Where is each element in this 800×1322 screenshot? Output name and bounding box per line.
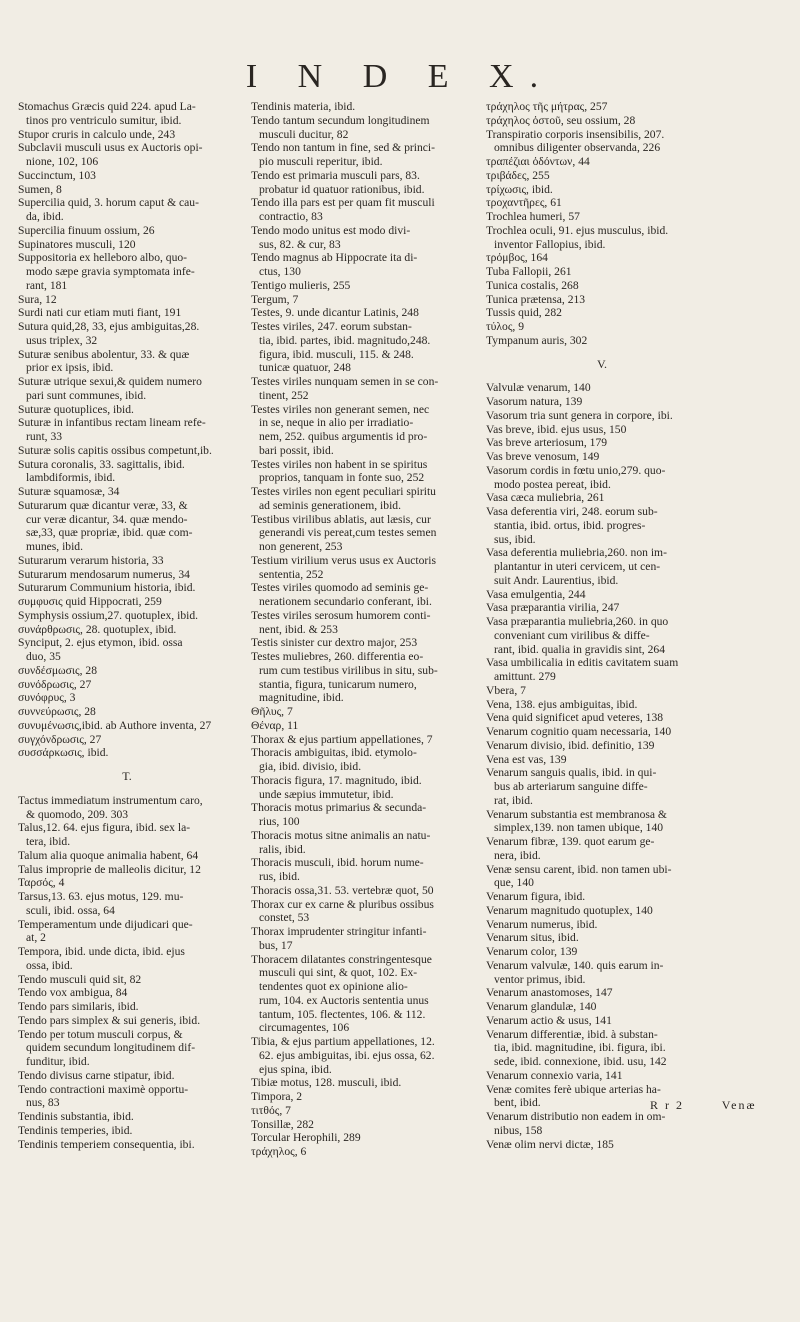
index-entry: Tibia, & ejus partium appellationes, 12. <box>251 1035 435 1048</box>
index-entry: Venarum connexio varia, 141 <box>486 1068 623 1082</box>
section-letter: V. <box>596 356 608 371</box>
index-entry: circumagentes, 106 <box>259 1021 350 1035</box>
index-entry: rius, 100 <box>259 815 300 828</box>
index-entry: Testes viriles, 247. eorum substan- <box>251 320 412 333</box>
index-entry: Vasa cæca muliebria, 261 <box>486 491 605 505</box>
index-entry: Suturarum quæ dicantur veræ, 33, & <box>18 498 188 512</box>
index-entry: τρόμβος, 164 <box>486 251 548 265</box>
index-entry: Suturarum mendosarum numerus, 34 <box>18 567 190 581</box>
index-entry: Torcular Herophili, 289 <box>251 1131 361 1145</box>
index-entry: Thorax imprudenter stringitur infanti- <box>251 925 427 938</box>
index-entry: pio musculi reperitur, ibid. <box>259 155 383 168</box>
index-entry: Tendo est primaria musculi pars, 83. <box>251 168 420 182</box>
index-entry: inventor Fallopius, ibid. <box>494 237 606 251</box>
index-entry: Thoracis figura, 17. magnitudo, ibid. <box>251 773 422 787</box>
index-entry: magnitudine, ibid. <box>259 691 344 705</box>
index-entry: Tendinis substantia, ibid. <box>18 1110 134 1123</box>
index-entry: Sutura coronalis, 33. sagittalis, ibid. <box>18 457 185 471</box>
index-entry: Tarsus,13. 63. ejus motus, 129. mu- <box>18 890 184 903</box>
index-entry: Trochlea humeri, 57 <box>486 210 580 223</box>
index-entry: Vena quid significet apud veteres, 138 <box>486 711 664 725</box>
index-entry: tinos pro ventriculo sumitur, ibid. <box>26 113 182 127</box>
index-entry: συσσάρκωσις, ibid. <box>18 746 109 760</box>
index-entry: sententia, 252 <box>259 567 324 581</box>
index-entry: Venarum figura, ibid. <box>486 890 586 903</box>
index-entry: Vasa emulgentia, 244 <box>486 587 586 601</box>
index-entry: nerationem secundario conferant, ibi. <box>259 595 432 608</box>
index-entry: Vena, 138. ejus ambiguitas, ibid. <box>486 697 638 711</box>
index-entry: Testes viriles serosum humorem conti- <box>251 608 431 622</box>
index-entry: 62. ejus ambiguitas, ibi. ejus ossa, 62. <box>259 1048 435 1062</box>
index-entry: τιτθός, 7 <box>251 1103 291 1117</box>
index-column-3 <box>486 100 718 1151</box>
index-entry: Thoracis motus sitne animalis an natu- <box>251 828 431 842</box>
index-entry: Vasa præparantia muliebria,260. in quo <box>486 615 669 628</box>
index-entry: Vas breve venosum, 149 <box>486 450 600 463</box>
index-entry: contractio, 83 <box>259 210 323 223</box>
index-entry: rum cum testibus virilibus in situ, sub- <box>259 663 438 677</box>
index-entry: Venæ sensu carent, ibid. non tamen ubi- <box>486 862 672 876</box>
index-entry: gia, ibid. divisio, ibid. <box>259 760 362 773</box>
index-entry: bus, 17 <box>259 938 293 952</box>
index-entry: συννεύρωσις, 28 <box>18 705 96 718</box>
index-entry: lambdiformis, ibid. <box>26 471 116 485</box>
index-entry: Sutura quid,28, 33, ejus ambiguitas,28. <box>18 320 200 333</box>
index-entry: συνδέσμωσις, 28 <box>18 663 98 677</box>
index-entry: ejus spina, ibid. <box>259 1062 332 1076</box>
index-entry: Sura, 12 <box>18 292 57 306</box>
index-entry: Tendo divisus carne stipatur, ibid. <box>18 1068 175 1082</box>
index-entry: at, 2 <box>26 931 46 945</box>
index-entry: Suturæ in infantibus rectam lineam refe- <box>18 416 206 430</box>
index-entry: Venarum glandulæ, 140 <box>486 1000 597 1013</box>
index-entry: Venarum actio & usus, 141 <box>486 1013 612 1027</box>
index-entry: Thorax & ejus partium appellationes, 7 <box>251 732 433 746</box>
index-entry: Venarum differentiæ, ibid. à substan- <box>486 1027 658 1041</box>
index-entry: nem, 252. quibus argumentis id pro- <box>259 430 428 443</box>
index-entry: funditur, ibid. <box>26 1055 90 1068</box>
index-entry: Suturæ squamosæ, 34 <box>18 485 120 498</box>
index-entry: τραπέζιαι ὀδόντων, 44 <box>486 155 590 168</box>
index-entry: bent, ibid. <box>494 1096 541 1110</box>
index-entry: Thoracem dilatantes constringentesque <box>251 952 432 966</box>
index-entry: tinent, 252 <box>259 388 309 402</box>
index-entry: Talus,12. 64. ejus figura, ibid. sex la- <box>18 821 191 835</box>
index-entry: τροχαντῆρες, 61 <box>486 196 562 210</box>
index-entry: ralis, ibid. <box>259 842 306 856</box>
section-letter: T. <box>122 769 132 783</box>
index-entry: runt, 33 <box>26 430 63 443</box>
index-entry: Tendo pars simplex & sui generis, ibid. <box>18 1013 201 1027</box>
index-entry: tia, ibid. magnitudine, ibi. figura, ibi. <box>494 1041 666 1055</box>
index-entry: Venarum fibræ, 139. quot earum ge- <box>486 835 655 848</box>
index-entry: amittunt. 279 <box>494 670 556 683</box>
index-entry: Vasorum tria sunt genera in corpore, ibi. <box>486 408 673 422</box>
index-entry: sus, 82. & cur, 83 <box>259 237 341 251</box>
index-entry: Testibus virilibus ablatis, aut læsis, cur <box>251 512 431 526</box>
index-entry: bari possit, ibid. <box>259 443 334 457</box>
index-entry: Tympanum auris, 302 <box>486 333 588 347</box>
signature-mark: R r 2 <box>650 1098 684 1112</box>
index-entry: Tendinis temperiem consequentia, ibi. <box>18 1137 195 1151</box>
index-entry: Vasa umbilicalia in editis cavitatem suam <box>486 656 679 670</box>
index-entry: simplex,139. non tamen ubique, 140 <box>494 821 664 835</box>
index-entry: figura, ibid. musculi, 115. & 248. <box>259 347 414 361</box>
index-entry: Testes viriles non generant semen, nec <box>251 402 430 416</box>
index-entry: ossa, ibid. <box>26 958 73 972</box>
index-entry: Stomachus Græcis quid 224. apud La- <box>18 100 196 113</box>
index-entry: modo postea pereat, ibid. <box>494 477 611 491</box>
index-entry: stantia, ibid. ortus, ibid. progres- <box>494 518 646 532</box>
index-entry: Venarum substantia est membranosa & <box>486 807 667 821</box>
index-column-2 <box>251 100 476 1159</box>
index-entry: Venarum anastomoses, 147 <box>486 986 613 1000</box>
index-entry: Supercilia quid, 3. horum caput & cau- <box>18 196 199 210</box>
index-entry: Vasa deferentia muliebria,260. non im- <box>486 546 667 560</box>
index-entry: munes, ibid. <box>26 540 84 553</box>
index-entry: omnibus diligenter observanda, 226 <box>494 141 661 155</box>
index-entry: Surdi nati cur etiam muti fiant, 191 <box>18 306 182 320</box>
index-entry: suit Andr. Laurentius, ibid. <box>494 573 619 587</box>
index-entry: prior ex ipsis, ibid. <box>26 361 114 375</box>
index-entry: Venarum magnitudo quotuplex, 140 <box>486 903 653 917</box>
index-entry: constet, 53 <box>259 911 310 925</box>
index-entry: tunicæ quatuor, 248 <box>259 361 351 375</box>
index-entry: nent, ibid. & 253 <box>259 622 338 636</box>
index-entry: Transpiratio corporis insensibilis, 207. <box>486 127 665 141</box>
index-entry: nus, 83 <box>26 1096 60 1110</box>
index-entry: Testes, 9. unde dicantur Latinis, 248 <box>251 306 419 320</box>
index-entry: Synciput, 2. ejus etymon, ibid. ossa <box>18 636 183 650</box>
index-entry: quidem secundum longitudinem dif- <box>26 1041 196 1055</box>
index-entry: non generent, 253 <box>259 540 343 553</box>
index-entry: Tendo tantum secundum longitudinem <box>251 113 430 127</box>
index-entry: Tendo pars similaris, ibid. <box>18 1000 139 1013</box>
index-entry: probatur id quatuor rationibus, ibid. <box>259 182 425 196</box>
index-entry: Talus improprie de malleolis dicitur, 12 <box>18 862 201 876</box>
index-entry: συνυμένωσις,ibid. ab Authore inventa, 27 <box>18 718 212 732</box>
index-entry: Tunica costalis, 268 <box>486 278 579 292</box>
index-entry: pari sunt communes, ibid. <box>26 388 147 402</box>
index-entry: Vbera, 7 <box>486 683 526 697</box>
index-entry: rus, ibid. <box>259 870 300 883</box>
index-entry: Tendo modo unitus est modo divi- <box>251 223 411 237</box>
index-entry: Vas breve arteriosum, 179 <box>486 436 608 450</box>
index-entry: Testes muliebres, 260. differentia eo- <box>251 650 424 663</box>
index-entry: bus ab arteriarum sanguine diffe- <box>494 780 648 793</box>
index-entry: Ταρσός, 4 <box>18 876 65 890</box>
index-entry: Supercilia finuum ossium, 26 <box>18 223 155 237</box>
index-entry: Tendo illa pars est per quam fit musculi <box>251 196 435 210</box>
index-entry: Venarum color, 139 <box>486 945 578 958</box>
index-entry: nibus, 158 <box>494 1123 543 1137</box>
index-entry: sæ,33, quæ propriæ, ibid. quæ com- <box>26 526 193 540</box>
index-entry: duo, 35 <box>26 650 61 663</box>
index-entry: tantum, 105. flectentes, 106. & 112. <box>259 1007 426 1021</box>
index-entry: Thoracis ambiguitas, ibid. etymolo- <box>251 746 417 760</box>
index-entry: musculi qui sint, & quot, 102. Ex- <box>259 966 418 980</box>
index-entry: Tentigo mulieris, 255 <box>251 278 351 292</box>
index-entry: plantantur in uteri cervicem, ut cen- <box>494 560 661 573</box>
index-entry: Tendo vox ambigua, 84 <box>18 986 128 1000</box>
index-entry: Testium virilium verus usus ex Auctoris <box>251 553 436 567</box>
index-entry: proprios, tanquam in fonte suo, 252 <box>259 471 425 485</box>
index-entry: Venarum distributio non eadem in om- <box>486 1110 666 1123</box>
index-entry: ventor primus, ibid. <box>494 972 586 986</box>
index-entry: Suturæ quotuplices, ibid. <box>18 402 134 416</box>
index-entry: usus triplex, 32 <box>26 333 98 347</box>
index-entry: Tendinis temperies, ibid. <box>18 1123 133 1137</box>
index-entry: Vasorum cordis in fœtu unio,279. quo- <box>486 463 666 477</box>
index-entry: Venarum numerus, ibid. <box>486 917 598 931</box>
index-entry: Testis sinister cur dextro major, 253 <box>251 636 418 650</box>
index-entry: nione, 102, 106 <box>26 155 99 168</box>
signature-and-catchword <box>650 1098 756 1113</box>
index-entry: Testes viriles non habent in se spiritus <box>251 457 428 471</box>
index-entry: τράχηλος, 6 <box>251 1145 307 1158</box>
index-entry: Thoracis motus primarius & secunda- <box>251 801 427 815</box>
index-entry: generandi vis pereat,cum testes semen <box>259 526 437 540</box>
index-entry: Venarum situs, ibid. <box>486 931 579 945</box>
index-entry: Tunica prætensa, 213 <box>486 292 586 306</box>
index-entry: Tendo contractioni maximè opportu- <box>18 1082 189 1096</box>
index-entry: unde sæpius immutetur, ibid. <box>259 787 394 801</box>
index-entry: Tussis quid, 282 <box>486 306 562 320</box>
index-entry: Venarum valvulæ, 140. quis earum in- <box>486 958 664 972</box>
index-entry: modo sæpe gravia symptomata infe- <box>26 265 195 278</box>
index-entry: Timpora, 2 <box>251 1090 303 1103</box>
page-title: I N D E X. <box>245 58 555 95</box>
index-entry: Θῆλυς, 7 <box>251 705 293 718</box>
index-entry: Stupor cruris in calculo unde, 243 <box>18 127 176 141</box>
index-entry: τριβάδες, 255 <box>486 168 550 182</box>
index-entry: rant, ibid. qualia in gravidis sint, 264 <box>494 642 665 656</box>
index-entry: Valvulæ venarum, 140 <box>486 381 591 395</box>
index-entry: Venarum sanguis qualis, ibid. in qui- <box>486 766 657 780</box>
index-entry: Tendinis materia, ibid. <box>251 100 356 113</box>
index-entry: in se, neque in alio per irradiatio- <box>259 416 414 430</box>
index-entry: sede, ibid. connexione, ibid. usu, 142 <box>494 1055 667 1068</box>
index-entry: stantia, figura, tunicarum numero, <box>259 677 417 691</box>
index-entry: Tergum, 7 <box>251 292 299 306</box>
index-entry: sculi, ibid. ossa, 64 <box>26 903 115 917</box>
index-entry: que, 140 <box>494 876 534 890</box>
index-entry: Talum alia quoque animalia habent, 64 <box>18 848 199 862</box>
index-entry: Thorax cur ex carne & pluribus ossibus <box>251 897 434 911</box>
index-entry: Subclavii musculi usus ex Auctoris opi- <box>18 141 203 155</box>
index-entry: sus, ibid. <box>494 532 536 546</box>
index-entry: rat, ibid. <box>494 793 533 807</box>
index-entry: Vas breve, ibid. ejus usus, 150 <box>486 422 627 436</box>
index-entry: rant, 181 <box>26 278 68 292</box>
index-column-1 <box>18 100 236 1151</box>
index-entry: συμφυσις quid Hippocrati, 259 <box>18 595 162 608</box>
index-entry: nera, ibid. <box>494 848 541 862</box>
index-entry: Thoracis ossa,31. 53. vertebræ quot, 50 <box>251 883 434 897</box>
index-entry: τράχηλος ὀστοῦ, seu ossium, 28 <box>486 113 636 127</box>
index-entry: συνόδρωσις, 27 <box>18 677 92 691</box>
index-entry: Vasa præparantia virilia, 247 <box>486 601 620 615</box>
index-entry: Vasorum natura, 139 <box>486 395 583 408</box>
index-entry: Sumen, 8 <box>18 182 62 196</box>
index-entry: Suturarum Communium historia, ibid. <box>18 581 196 595</box>
index-entry: Suturæ solis capitis ossibus competunt,ib. <box>18 443 212 457</box>
index-entry: συνόφρυς, 3 <box>18 691 76 705</box>
index-entry: Testes viriles quomodo ad seminis ge- <box>251 581 429 595</box>
index-entry: Tibiæ motus, 128. musculi, ibid. <box>251 1076 402 1090</box>
index-entry: Symphysis ossium,27. quotuplex, ibid. <box>18 608 199 622</box>
index-entry: Tendo non tantum in fine, sed & princi- <box>251 141 436 155</box>
index-entry: συγχόνδρωσις, 27 <box>18 732 102 746</box>
index-entry: Venarum cognitio quam necessaria, 140 <box>486 725 672 738</box>
index-entry: tia, ibid. partes, ibid. magnitudo,248. <box>259 333 431 347</box>
index-entry: Suturarum verarum historia, 33 <box>18 553 164 567</box>
index-entry: Tuba Fallopii, 261 <box>486 265 572 278</box>
index-entry: Θέναρ, 11 <box>251 718 299 732</box>
index-entry: Tactus immediatum instrumentum caro, <box>18 793 203 807</box>
index-entry: Tendo musculi quid sit, 82 <box>18 972 142 986</box>
index-entry: Supinatores musculi, 120 <box>18 237 136 251</box>
index-entry: τράχηλος τῆς μήτρας, 257 <box>486 100 608 113</box>
index-entry: Tendo magnus ab Hippocrate ita di- <box>251 251 418 265</box>
index-entry: Trochlea oculi, 91. ejus musculus, ibid. <box>486 223 669 237</box>
index-entry: Tempora, ibid. unde dicta, ibid. ejus <box>18 945 185 958</box>
index-entry: Venarum divisio, ibid. definitio, 139 <box>486 738 655 752</box>
index-entry: Vena est vas, 139 <box>486 752 567 766</box>
index-entry: Venæ comites ferè ubique arterias ha- <box>486 1082 661 1096</box>
index-entry: ctus, 130 <box>259 265 301 278</box>
index-entry: Testes viriles non egent peculiari spiritu <box>251 485 436 498</box>
index-entry: Succinctum, 103 <box>18 168 96 182</box>
index-entry: Tendo per totum musculi corpus, & <box>18 1027 183 1041</box>
index-entry: Suppositoria ex helleboro albo, quo- <box>18 251 188 265</box>
catchword: Venæ <box>721 1098 757 1112</box>
index-entry: musculi ducitur, 82 <box>259 127 349 141</box>
index-entry: συνάρθρωσις, 28. quotuplex, ibid. <box>18 622 177 636</box>
index-entry: Suturæ senibus abolentur, 33. & quæ <box>18 347 190 361</box>
index-entry: ad seminis generationem, ibid. <box>259 498 401 512</box>
index-entry: Temperamentum unde dijudicari que- <box>18 917 193 931</box>
index-entry: conveniant cum virilibus & diffe- <box>494 628 650 642</box>
index-entry: rum, 104. ex Auctoris sententia unus <box>259 993 429 1007</box>
index-entry: Testes viriles nunquam semen in se con- <box>251 375 439 388</box>
index-entry: tendentes quot ex opinione alio- <box>259 980 408 993</box>
index-entry: Tonsillæ, 282 <box>251 1117 314 1131</box>
index-entry: cur veræ dicantur, 34. quæ mendo- <box>26 512 188 526</box>
index-entry: da, ibid. <box>26 210 64 223</box>
index-entry: τρίχωσις, ibid. <box>486 182 553 196</box>
index-entry: τύλος, 9 <box>486 320 525 333</box>
index-entry: Vasa deferentia viri, 248. eorum sub- <box>486 505 658 518</box>
index-entry: Venæ olim nervi dictæ, 185 <box>486 1137 614 1151</box>
index-entry: Suturæ utrique sexui,& quidem numero <box>18 375 202 388</box>
index-entry: & quomodo, 209. 303 <box>26 807 129 821</box>
index-entry: tera, ibid. <box>26 835 71 848</box>
index-entry: Thoracis musculi, ibid. horum nume- <box>251 856 424 870</box>
